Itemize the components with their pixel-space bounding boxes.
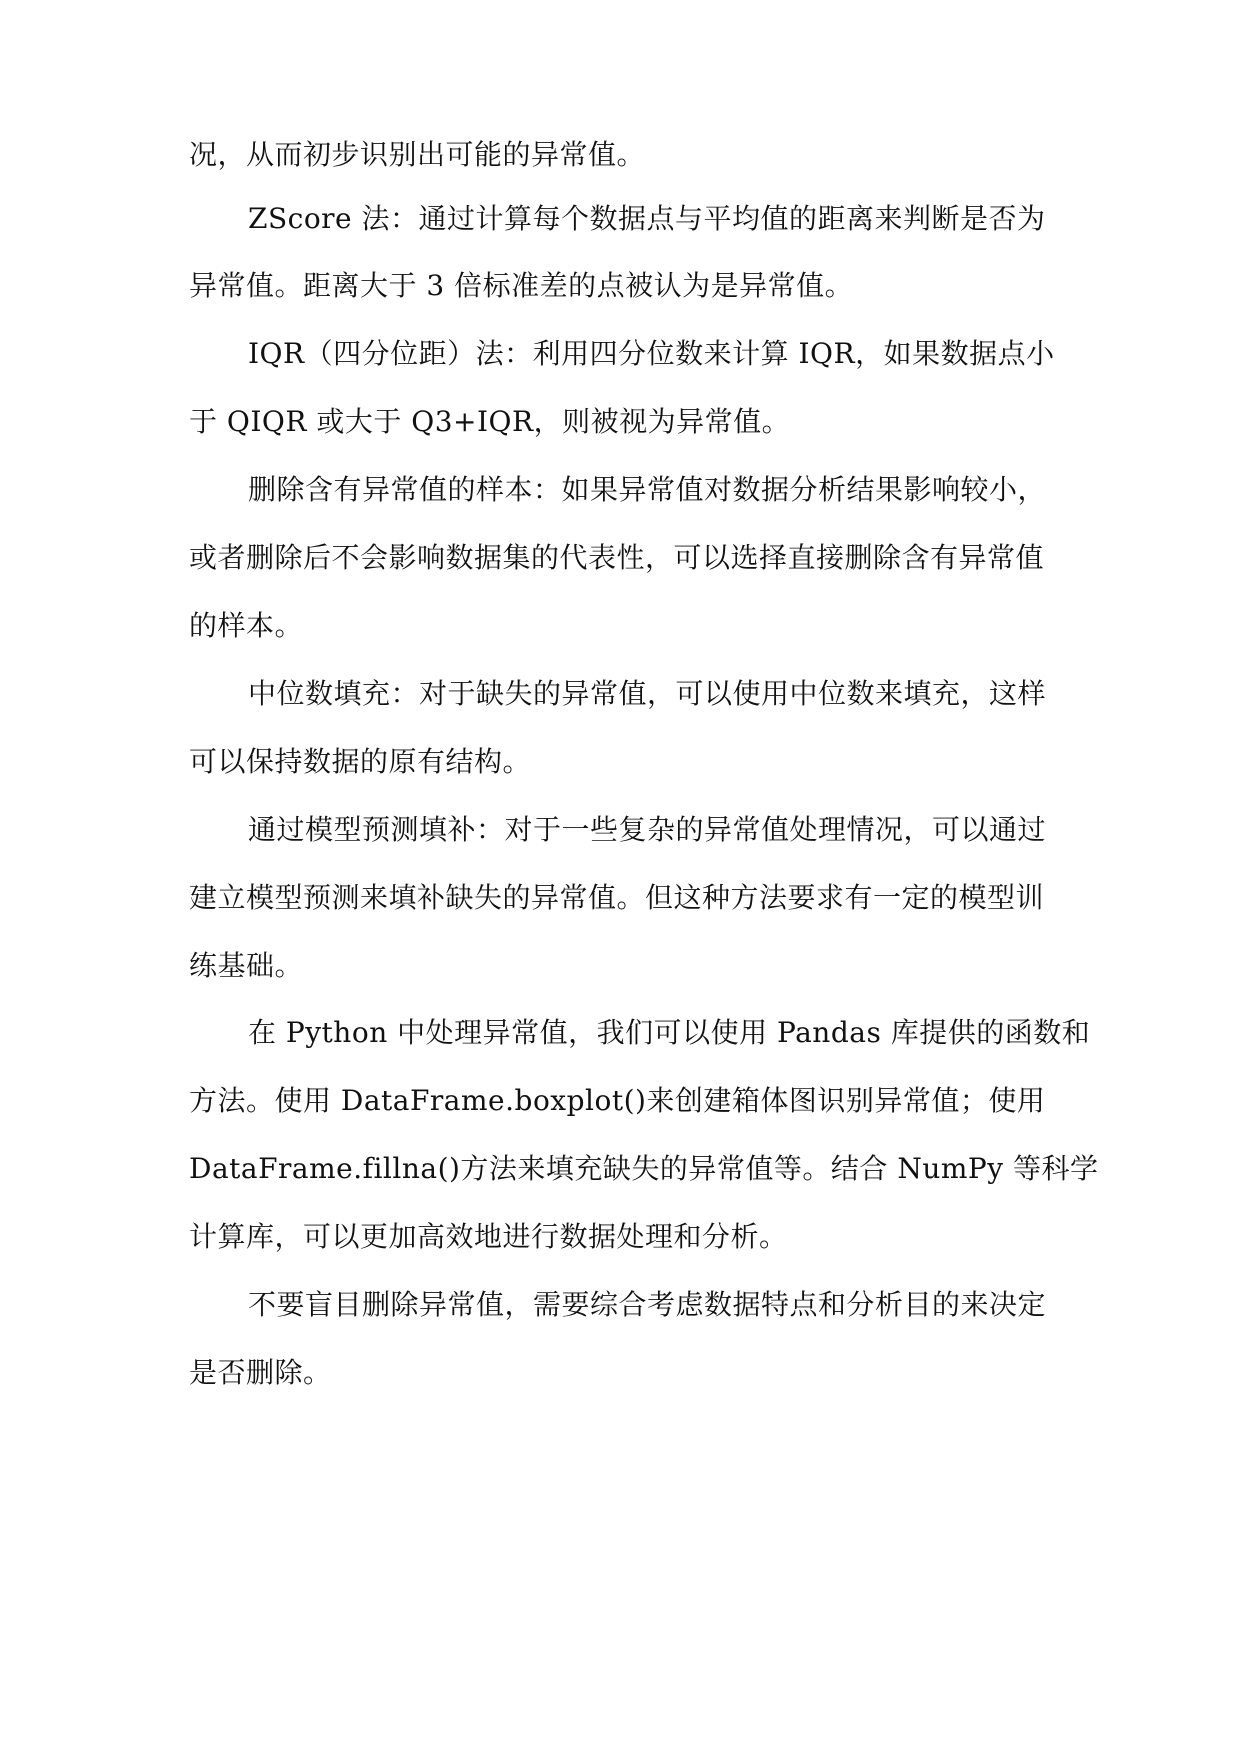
- text-line: 计算库，可以更加高效地进行数据处理和分析。: [189, 1220, 788, 1253]
- text-line: 于 QIQR 或大于 Q3+IQR，则被视为异常值。: [189, 405, 791, 438]
- text-line: 异常值。距离大于 3 倍标准差的点被认为是异常值。: [189, 269, 854, 302]
- text-line: 或者删除后不会影响数据集的代表性，可以选择直接删除含有异常值: [189, 541, 1045, 574]
- text-line: DataFrame.fillna()方法来填充缺失的异常值等。结合 NumPy 等科学: [189, 1152, 1099, 1185]
- text-line: IQR（四分位距）法：利用四分位数来计算 IQR，如果数据点小: [248, 337, 1055, 370]
- text-line: 是否删除。: [189, 1356, 332, 1389]
- text-line: 建立模型预测来填补缺失的异常值。但这种方法要求有一定的模型训: [189, 881, 1045, 914]
- text-line: 通过模型预测填补：对于一些复杂的异常值处理情况，可以通过: [248, 813, 1047, 846]
- text-line: 可以保持数据的原有结构。: [189, 745, 532, 778]
- text-line: 况，从而初步识别出可能的异常值。: [189, 138, 646, 171]
- text-line: 删除含有异常值的样本：如果异常值对数据分析结果影响较小，: [248, 473, 1047, 506]
- text-line: 练基础。: [189, 949, 304, 982]
- text-line: 不要盲目删除异常值，需要综合考虑数据特点和分析目的来决定: [248, 1288, 1047, 1321]
- text-line: 的样本。: [189, 609, 304, 642]
- text-line: 中位数填充：对于缺失的异常值，可以使用中位数来填充，这样: [248, 677, 1047, 710]
- text-line: 在 Python 中处理异常值，我们可以使用 Pandas 库提供的函数和: [248, 1016, 1091, 1049]
- text-line: ZScore 法：通过计算每个数据点与平均值的距离来判断是否为: [248, 202, 1046, 235]
- text-line: 方法。使用 DataFrame.boxplot()来创建箱体图识别异常值；使用: [189, 1084, 1046, 1117]
